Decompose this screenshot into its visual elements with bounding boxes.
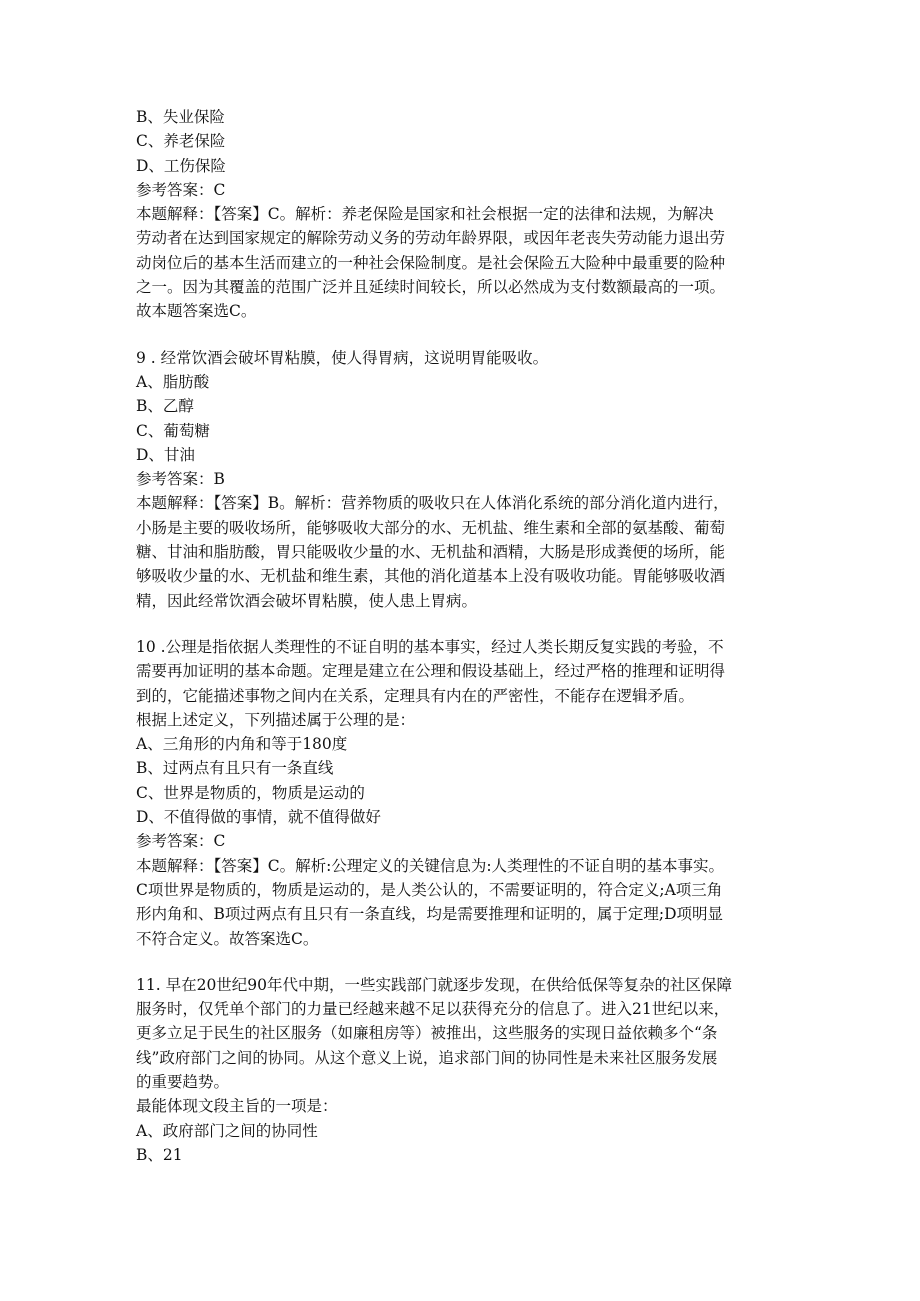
reference-answer: 参考答案：B	[136, 470, 225, 489]
question-9	[136, 346, 786, 613]
option-a: A、政府部门之间的协同性	[136, 1121, 318, 1140]
explanation-line: 故本题答案选C。	[136, 302, 257, 321]
question-stem: 10 .公理是指依据人类理性的不证自明的基本事实，经过人类长期反复实践的考验，不	[136, 637, 724, 656]
question-stem: 9 . 经常饮酒会破坏胃粘膜，使人得胃病，这说明胃能吸收。	[136, 348, 549, 367]
explanation-line: 不符合定义。故答案选C。	[136, 929, 319, 948]
question-stem: 11. 早在20世纪90年代中期，一些实践部门就逐步发现，在供给低保等复杂的社区保障	[136, 975, 733, 994]
option-b: B、21	[136, 1145, 183, 1164]
option-b: B、乙醇	[136, 397, 194, 416]
explanation-line: 之一。因为其覆盖的范围广泛并且延续时间较长，所以必然成为支付数额最高的一项。	[136, 278, 726, 297]
option-d: D、不值得做的事情，就不值得做好	[136, 808, 381, 827]
option-a: A、脂肪酸	[136, 372, 210, 391]
option-d: D、工伤保险	[136, 156, 226, 175]
reference-answer: 参考答案：C	[136, 832, 226, 851]
question-stem: 的重要趋势。	[136, 1072, 230, 1091]
question-10	[136, 635, 786, 951]
reference-answer: 参考答案：C	[136, 180, 226, 199]
option-b: B、失业保险	[136, 108, 225, 126]
option-d: D、甘油	[136, 445, 195, 464]
question-prompt: 根据上述定义，下列描述属于公理的是：	[136, 710, 416, 729]
explanation-line: 小肠是主要的吸收场所，能够吸收大部分的水、无机盐、维生素和全部的氨基酸、葡萄	[136, 518, 726, 537]
question-8-tail	[136, 105, 786, 324]
option-b: B、过两点有且只有一条直线	[136, 759, 334, 778]
explanation-line: 动岗位后的基本生活而建立的一种社会保险制度。是社会保险五大险种中最重要的险种	[136, 253, 726, 272]
option-c: C、葡萄糖	[136, 421, 210, 440]
explanation-line: 形内角和、B项过两点有且只有一条直线，均是需要推理和证明的，属于定理;D项明显	[136, 905, 724, 924]
spacer	[136, 951, 786, 973]
explanation-line: 精，因此经常饮酒会破坏胃粘膜，使人患上胃病。	[136, 591, 478, 610]
explanation-line: 够吸收少量的水、无机盐和维生素，其他的消化道基本上没有吸收功能。胃能够吸收酒	[136, 567, 726, 586]
explanation-line: 本题解释：【答案】B。解析：营养物质的吸收只在人体消化系统的部分消化道内进行，	[136, 494, 729, 513]
explanation-line: 糖、甘油和脂肪酸，胃只能吸收少量的水、无机盐和酒精，大肠是形成粪便的场所，能	[136, 543, 726, 562]
spacer	[136, 613, 786, 635]
question-stem: 到的，它能描述事物之间内在关系，定理具有内在的严密性，不能存在逻辑矛盾。	[136, 686, 695, 705]
question-prompt: 最能体现文段主旨的一项是：	[136, 1097, 338, 1116]
explanation-line: 本题解释：【答案】C。解析:公理定义的关键信息为:人类理性的不证自明的基本事实。	[136, 856, 725, 875]
question-stem: 更多立足于民生的社区服务（如廉租房等）被推出，这些服务的实现日益依赖多个“条	[136, 1024, 718, 1043]
explanation-line: C项世界是物质的，物质是运动的，是人类公认的，不需要证明的，符合定义;A项三角	[136, 880, 723, 899]
explanation-line: 本题解释：【答案】C。解析：养老保险是国家和社会根据一定的法律和法规，为解决	[136, 205, 714, 224]
question-stem: 服务时，仅凭单个部门的力量已经越来越不足以获得充分的信息了。进入21世纪以来，	[136, 1000, 730, 1019]
question-11	[136, 973, 786, 1167]
document-page	[136, 105, 786, 1167]
option-a: A、三角形的内角和等于180度	[136, 735, 348, 754]
option-c: C、世界是物质的，物质是运动的	[136, 783, 365, 802]
spacer	[136, 324, 786, 346]
option-c: C、养老保险	[136, 132, 226, 151]
question-stem: 线”政府部门之间的协同。从这个意义上说，追求部门间的协同性是未来社区服务发展	[136, 1048, 718, 1067]
question-stem: 需要再加证明的基本命题。定理是建立在公理和假设基础上，经过严格的推理和证明得	[136, 662, 726, 681]
explanation-line: 劳动者在达到国家规定的解除劳动义务的劳动年龄界限，或因年老丧失劳动能力退出劳	[136, 229, 726, 248]
